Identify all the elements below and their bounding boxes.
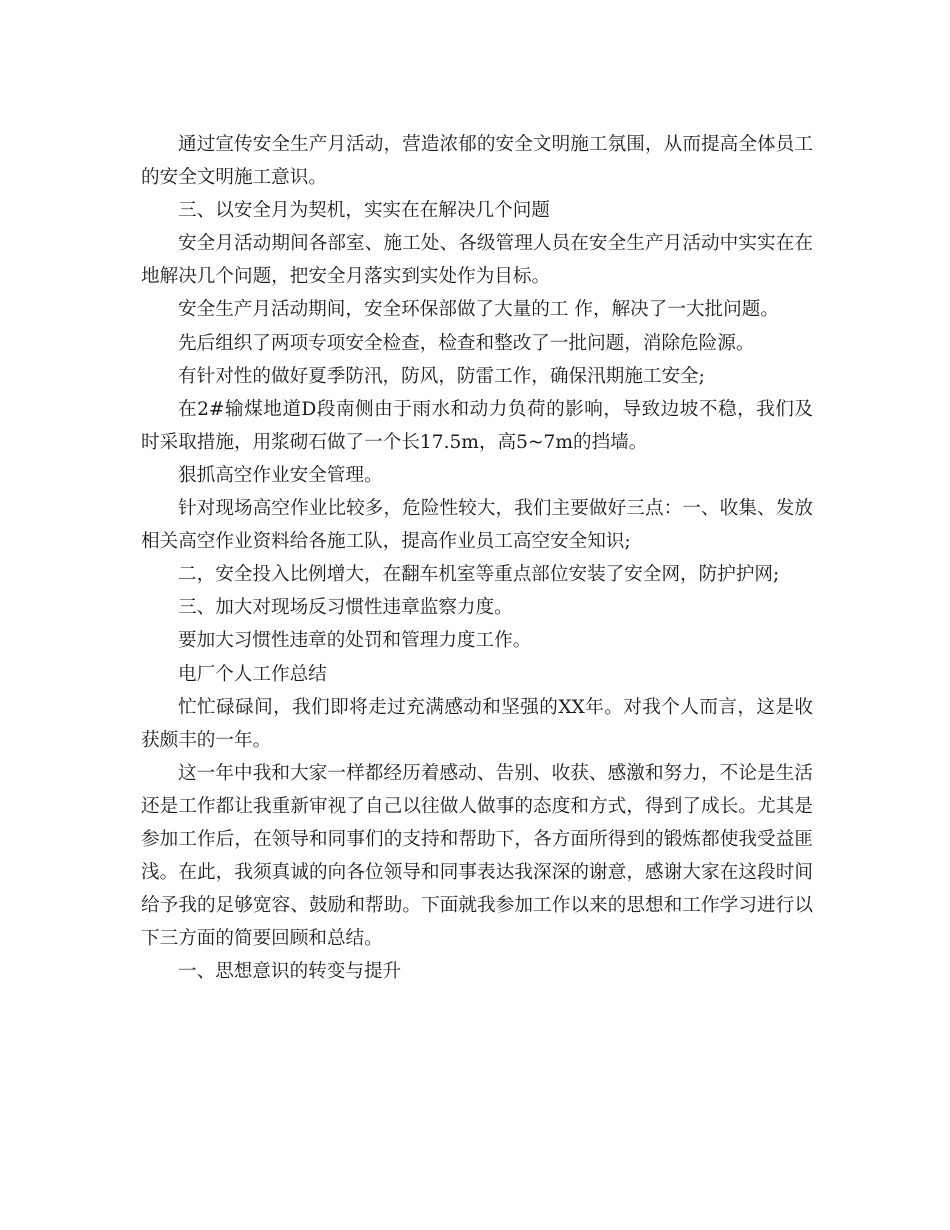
section-heading-1: 一、思想意识的转变与提升 xyxy=(178,961,402,983)
paragraph-12: 要加大习惯性违章的处罚和管理力度工作。 xyxy=(178,630,532,652)
document-body xyxy=(141,128,813,988)
paragraph-8: 狠抓高空作业安全管理。 xyxy=(178,464,383,486)
paragraph-3: 安全月活动期间各部室、施工处、各级管理人员在安全生产月活动中实实在在地解决几个问题，把安全月落实到实处作为目标。 xyxy=(141,233,813,288)
section-heading-3: 三、以安全月为契机，实实在在解决几个问题 xyxy=(178,200,550,222)
paragraph-14: 忙忙碌碌间，我们即将走过充满感动和坚强的XX年。对我个人而言，这是收获颇丰的一年。 xyxy=(141,696,813,751)
paragraph-1: 通过宣传安全生产月活动，营造浓郁的安全文明施工氛围，从而提高全体员工的安全文明施工意识。 xyxy=(141,134,813,189)
paragraph-10: 二，安全投入比例增大，在翻车机室等重点部位安装了安全网，防护护网; xyxy=(178,564,780,586)
paragraph-9: 针对现场高空作业比较多，危险性较大，我们主要做好三点：一、收集、发放相关高空作业资料给各施工队，提高作业员工高空安全知识; xyxy=(141,498,813,553)
paragraph-6: 有针对性的做好夏季防汛，防风，防雷工作，确保汛期施工安全; xyxy=(178,365,705,387)
paragraph-11: 三、加大对现场反习惯性违章监察力度。 xyxy=(178,597,513,619)
paragraph-7: 在2#输煤地道D段南侧由于雨水和动力负荷的影响，导致边坡不稳，我们及时采取措施，用浆砌石做了一个长17.5m，高5~7m的挡墙。 xyxy=(141,398,813,453)
paragraph-15: 这一年中我和大家一样都经历着感动、告别、收获、感激和努力，不论是生活还是工作都让我重新审视了自己以往做人做事的态度和方式，得到了成长。尤其是参加工作后，在领导和同事们的支持和帮助下，各方面所得到的锻炼都使我受益匪浅。在此，我须真诚的向各位领导和同事表达我深深的谢意，感谢大家在这段时间给予我的足够宽容、鼓励和帮助。下面就我参加工作以来的思想和工作学习进行以下三方面的简要回顾和总结。 xyxy=(141,762,813,950)
paragraph-5: 先后组织了两项专项安全检查，检查和整改了一批问题，消除危险源。 xyxy=(178,332,755,354)
paragraph-4: 安全生产月活动期间，安全环保部做了大量的工 作，解决了一大批问题。 xyxy=(178,299,779,321)
document-title: 电厂个人工作总结 xyxy=(178,663,327,685)
